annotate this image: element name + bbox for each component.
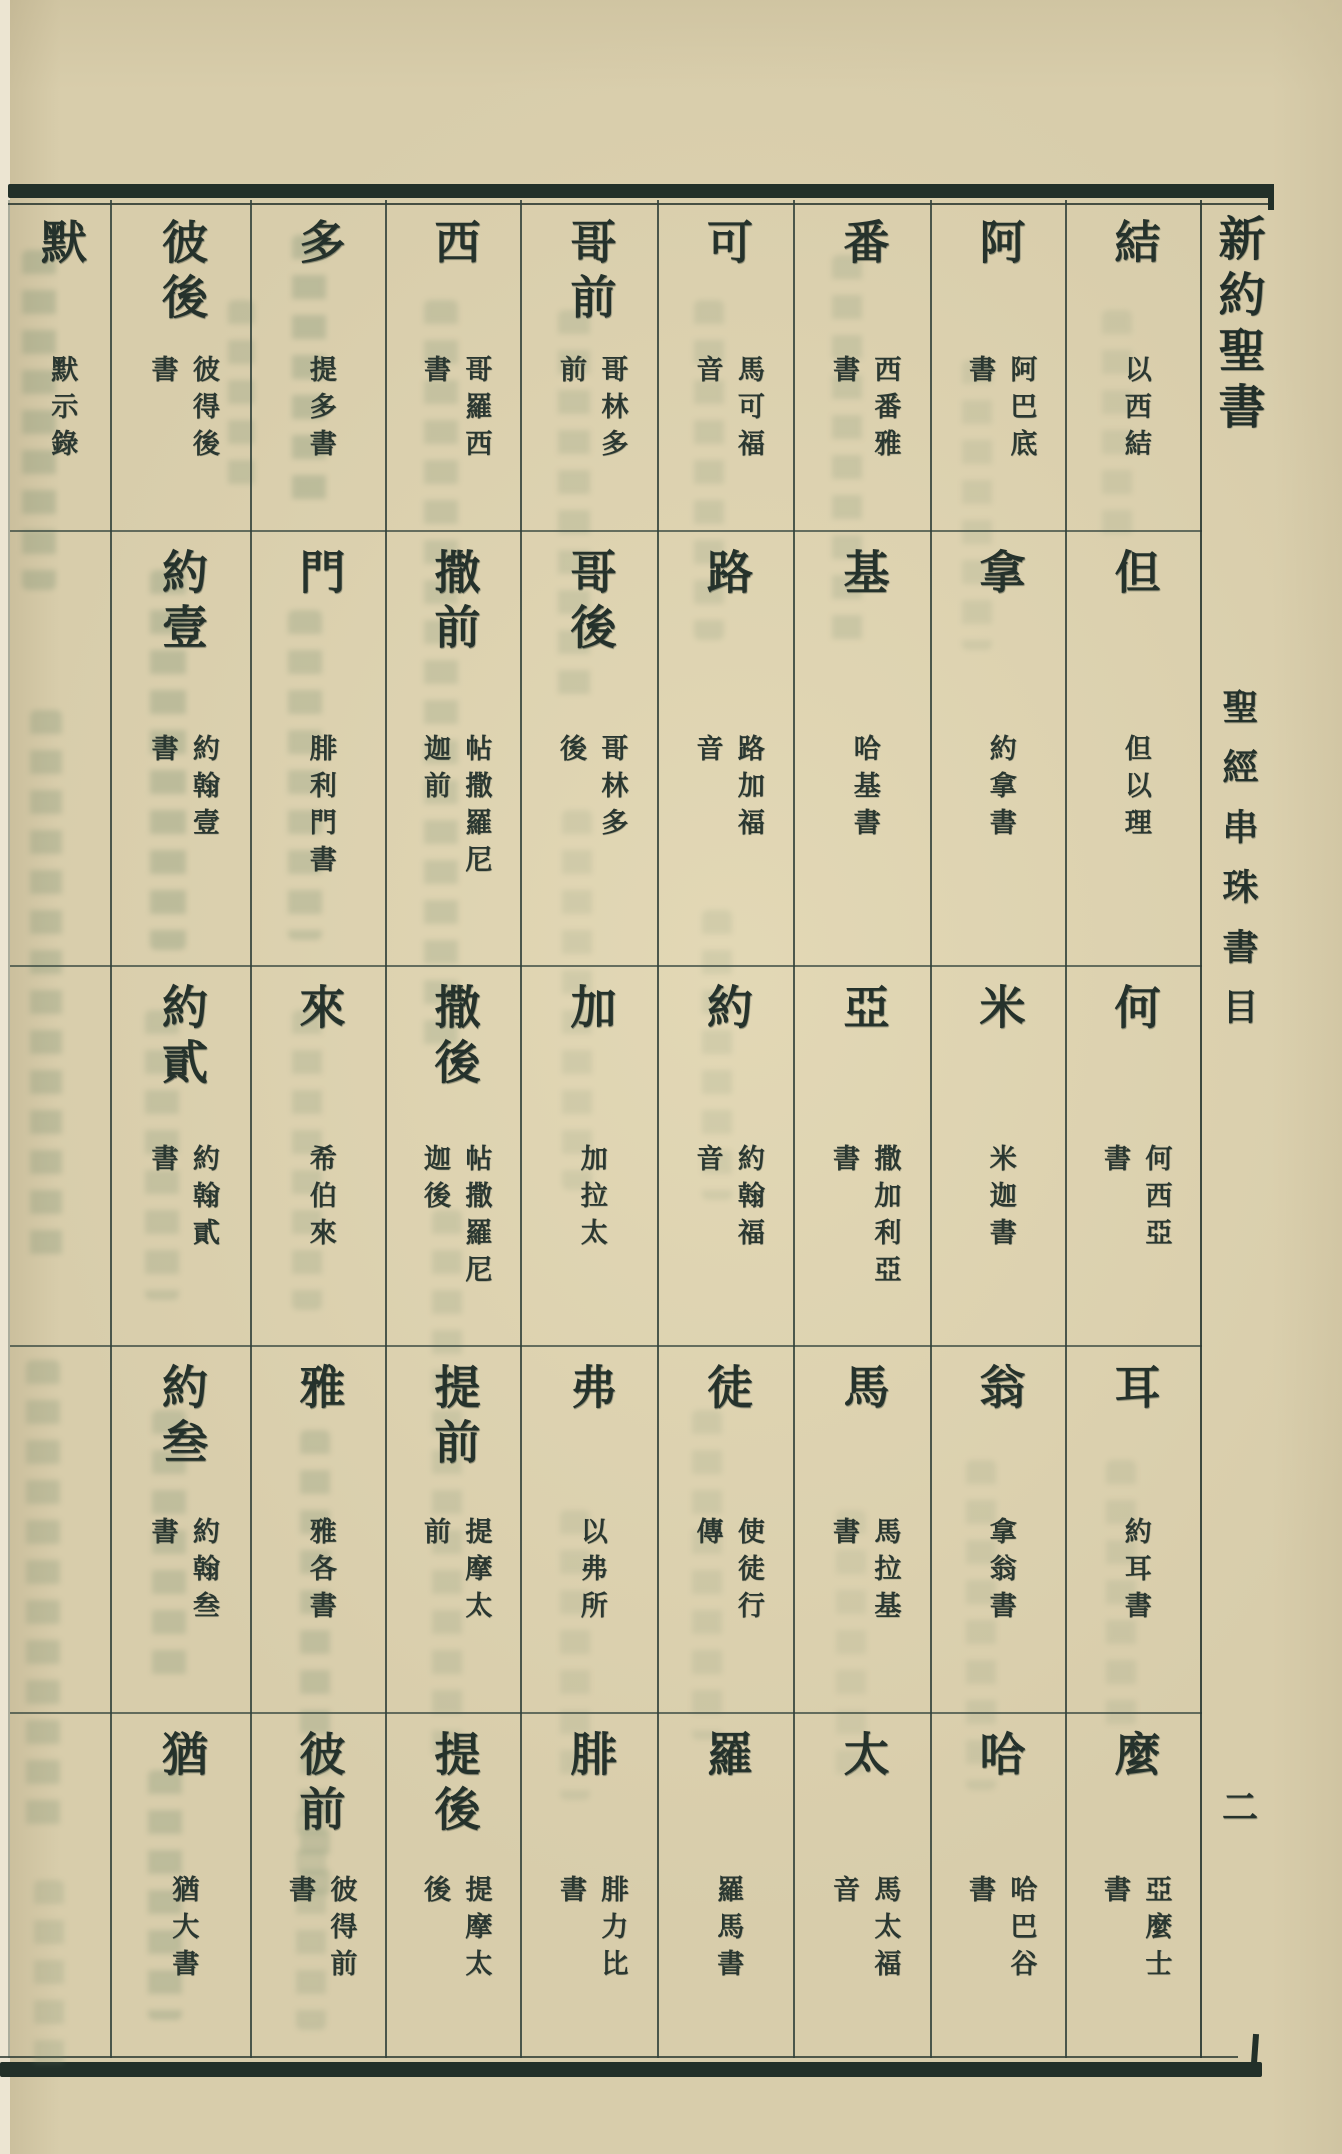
book-fullname-main: 加拉太	[575, 1143, 607, 1255]
book-fullname-main: 馬太福	[869, 1874, 901, 1986]
book-cell	[252, 965, 387, 1347]
book-fullname	[554, 734, 628, 845]
book-abbr: 猶	[155, 1730, 209, 1785]
table-column	[110, 200, 252, 2058]
book-cell	[112, 1345, 252, 1714]
book-fullname-main: 猶大書	[167, 1874, 199, 1986]
book-fullname-suffix: 書	[1099, 1143, 1130, 1181]
book-fullname	[418, 734, 492, 882]
table-column	[930, 200, 1067, 2058]
book-fullname-main: 米迦書	[984, 1143, 1016, 1255]
book-cell	[1067, 1345, 1202, 1714]
table-column	[657, 200, 795, 2058]
book-fullname-main: 約翰貳	[187, 1143, 219, 1255]
book-fullname-suffix: 後	[555, 734, 586, 772]
book-cell	[1067, 1712, 1202, 2058]
book-cell	[112, 530, 252, 967]
book-fullname	[303, 1517, 335, 1628]
book-fullname-suffix: 傳	[691, 1517, 723, 1555]
book-cell	[1067, 200, 1202, 532]
book-title: 新約聖書	[1210, 214, 1266, 438]
book-fullname-main: 馬可福	[732, 355, 764, 467]
book-fullname-suffix: 後	[419, 1874, 450, 1912]
book-cell	[932, 1712, 1067, 2058]
book-fullname	[145, 734, 219, 845]
book-fullname-main: 哥林多	[596, 734, 628, 846]
book-abbr: 約貳	[155, 983, 209, 1093]
book-cell	[795, 965, 932, 1347]
book-fullname-main: 腓利門書	[304, 734, 336, 883]
book-cell	[795, 1712, 932, 2058]
book-cell	[387, 1712, 522, 2058]
book-abbr: 路	[700, 548, 754, 603]
book-fullname	[983, 1144, 1015, 1255]
book-fullname-main: 羅馬書	[712, 1874, 744, 1986]
book-fullname-main: 以弗所	[575, 1517, 607, 1629]
book-cell	[252, 1345, 387, 1714]
book-abbr: 何	[1107, 983, 1162, 1038]
book-fullname	[554, 1875, 628, 1986]
book-fullname-main: 約翰福	[732, 1143, 764, 1255]
book-fullname-suffix: 書	[146, 355, 178, 393]
book-cell	[112, 965, 252, 1347]
book-cell	[252, 1712, 387, 2058]
book-fullname	[690, 734, 764, 845]
book-fullname	[1118, 734, 1150, 845]
book-fullname	[711, 1875, 743, 1986]
book-cell	[659, 200, 795, 532]
book-fullname-main: 帖撒羅尼	[460, 734, 492, 883]
book-abbr: 加	[563, 983, 618, 1038]
book-abbr: 翁	[972, 1363, 1027, 1418]
bottom-border-rule	[0, 2062, 1262, 2077]
book-fullname	[1098, 1875, 1172, 1986]
book-abbr: 彼前	[292, 1730, 347, 1840]
book-fullname-suffix: 書	[964, 1874, 995, 1912]
book-cell	[252, 530, 387, 967]
book-abbr: 提前	[427, 1363, 482, 1473]
book-cell	[112, 200, 252, 532]
book-fullname-suffix: 音	[691, 734, 723, 772]
book-abbr: 耳	[1107, 1363, 1162, 1418]
book-fullname	[1098, 1144, 1172, 1255]
book-fullname-main: 提摩太	[460, 1874, 492, 1986]
book-fullname-main: 提多書	[304, 355, 336, 467]
book-fullname-suffix: 書	[1099, 1874, 1130, 1912]
book-fullname	[574, 1144, 606, 1255]
book-cell	[387, 530, 522, 967]
book-fullname-main: 腓力比	[596, 1874, 628, 1986]
book-fullname-main: 以西結	[1119, 355, 1151, 467]
book-fullname	[303, 734, 335, 882]
book-abbr: 拿	[972, 548, 1027, 603]
book-abbr: 哈	[972, 1730, 1027, 1785]
book-fullname	[690, 1144, 764, 1255]
book-abbr: 提後	[427, 1730, 482, 1840]
book-abbr: 亞	[836, 983, 891, 1038]
book-cell	[252, 200, 387, 532]
table-column	[250, 200, 387, 2058]
book-fullname	[1118, 355, 1150, 466]
title-column	[1200, 200, 1274, 2058]
book-cell	[522, 965, 659, 1347]
book-abbr: 雅	[292, 1363, 347, 1418]
book-abbr: 但	[1107, 548, 1162, 603]
book-fullname-main: 拿翁書	[984, 1517, 1016, 1629]
book-cell	[10, 1345, 112, 1714]
book-abbr: 結	[1107, 218, 1162, 273]
book-fullname-main: 哈基書	[848, 734, 880, 846]
book-cell	[10, 965, 112, 1347]
book-cell	[387, 1345, 522, 1714]
book-fullname-main: 約拿書	[984, 734, 1016, 846]
book-abbr: 腓	[563, 1730, 618, 1785]
book-fullname	[145, 1144, 219, 1255]
book-fullname-suffix: 迦前	[419, 734, 450, 809]
book-abbr: 可	[700, 218, 754, 273]
book-cell	[522, 200, 659, 532]
book-abbr: 約叁	[155, 1363, 209, 1473]
book-fullname-main: 撒加利亞	[869, 1143, 901, 1292]
book-fullname-main: 何西亞	[1140, 1143, 1172, 1255]
book-fullname-main: 哥林多	[596, 355, 628, 467]
book-fullname-suffix: 前	[419, 1517, 450, 1555]
book-fullname	[303, 1144, 335, 1255]
book-cell	[795, 200, 932, 532]
book-fullname	[847, 734, 879, 845]
book-cell	[659, 1712, 795, 2058]
book-fullname-suffix: 書	[146, 734, 178, 772]
book-fullname	[418, 1875, 492, 1986]
book-fullname-main: 但以理	[1119, 734, 1151, 846]
book-abbr: 撒前	[427, 548, 482, 658]
book-fullname-main: 使徒行	[732, 1517, 764, 1629]
book-fullname-suffix: 前	[555, 355, 586, 393]
table-column	[520, 200, 659, 2058]
book-fullname-suffix: 書	[284, 1874, 315, 1912]
book-cell	[112, 1712, 252, 2058]
book-cell	[659, 1345, 795, 1714]
book-abbr: 彼後	[155, 218, 209, 328]
book-fullname	[45, 355, 77, 466]
book-fullname	[418, 1517, 492, 1628]
book-fullname-main: 西番雅	[869, 355, 901, 467]
book-abbr: 羅	[700, 1730, 754, 1785]
book-fullname	[554, 355, 628, 466]
book-fullname-suffix: 書	[555, 1874, 586, 1912]
book-fullname	[690, 1517, 764, 1628]
book-fullname-main: 希伯來	[304, 1143, 336, 1255]
book-abbr: 哥後	[563, 548, 618, 658]
book-fullname-main: 馬拉基	[869, 1517, 901, 1629]
book-abbr: 門	[292, 548, 347, 603]
book-fullname	[827, 1875, 901, 1986]
book-fullname-main: 默示錄	[46, 355, 78, 467]
book-cell	[659, 965, 795, 1347]
book-fullname-main: 約翰壹	[187, 734, 219, 846]
book-fullname-suffix: 音	[691, 355, 723, 393]
book-cell	[10, 530, 112, 967]
book-cell	[10, 1712, 112, 2058]
book-cell	[10, 200, 112, 532]
book-fullname-main: 哈巴谷	[1005, 1874, 1037, 1986]
book-fullname	[303, 355, 335, 466]
top-border-rule	[8, 184, 1272, 198]
book-cell	[522, 1712, 659, 2058]
book-fullname-main: 彼得前	[325, 1874, 357, 1986]
book-cell	[387, 200, 522, 532]
book-fullname-main: 提摩太	[460, 1517, 492, 1629]
book-abbr: 阿	[972, 218, 1027, 273]
book-abbr: 麼	[1107, 1730, 1162, 1785]
book-abbr: 默	[34, 218, 88, 273]
table-column	[1065, 200, 1202, 2058]
book-cell	[522, 530, 659, 967]
book-cell	[932, 965, 1067, 1347]
book-cell	[1067, 965, 1202, 1347]
book-fullname-suffix: 書	[828, 355, 859, 393]
table-column	[8, 200, 112, 2058]
book-fullname	[283, 1875, 357, 1986]
book-abbr: 來	[292, 983, 347, 1038]
book-fullname-suffix: 書	[828, 1143, 859, 1181]
book-abbr: 哥前	[563, 218, 618, 328]
book-cell	[659, 530, 795, 967]
book-fullname-main: 路加福	[732, 734, 764, 846]
book-abbr: 太	[836, 1730, 891, 1785]
book-abbr: 西	[427, 218, 482, 273]
book-fullname	[145, 1517, 219, 1628]
book-abbr: 約壹	[155, 548, 209, 658]
book-fullname-suffix: 書	[146, 1143, 178, 1181]
section-title: 聖經串珠書目	[1217, 688, 1259, 1048]
book-cell	[522, 1345, 659, 1714]
book-cell	[932, 200, 1067, 532]
table-column	[793, 200, 932, 2058]
book-abbr: 徒	[700, 1363, 754, 1418]
book-fullname	[690, 355, 764, 466]
book-abbr: 番	[836, 218, 891, 273]
book-fullname-main: 雅各書	[304, 1517, 336, 1629]
book-fullname	[418, 1144, 492, 1292]
book-abbr: 米	[972, 983, 1027, 1038]
book-fullname	[1118, 1517, 1150, 1628]
book-cell	[795, 530, 932, 967]
book-cell	[795, 1345, 932, 1714]
book-fullname-suffix: 音	[691, 1143, 723, 1181]
book-fullname	[574, 1517, 606, 1628]
book-fullname	[827, 355, 901, 466]
book-fullname	[963, 1875, 1037, 1986]
book-fullname-suffix: 迦後	[419, 1143, 450, 1218]
book-fullname	[963, 355, 1037, 466]
book-fullname-suffix: 書	[419, 355, 450, 393]
book-abbr: 約	[700, 983, 754, 1038]
book-fullname-main: 彼得後	[187, 355, 219, 467]
book-fullname	[983, 1517, 1015, 1628]
book-abbr: 基	[836, 548, 891, 603]
book-fullname	[983, 734, 1015, 845]
book-abbr: 多	[292, 218, 347, 273]
book-fullname-main: 哥羅西	[460, 355, 492, 467]
book-fullname	[827, 1517, 901, 1628]
book-cell	[387, 965, 522, 1347]
book-fullname-main: 約耳書	[1119, 1517, 1151, 1629]
book-fullname	[166, 1875, 198, 1986]
book-fullname-main: 阿巴底	[1005, 355, 1037, 467]
book-abbr: 弗	[563, 1363, 618, 1418]
book-fullname-suffix: 音	[828, 1874, 859, 1912]
book-fullname-suffix: 書	[146, 1517, 178, 1555]
page-number: 二	[1216, 1788, 1259, 1824]
book-fullname	[827, 1144, 901, 1292]
table-column	[385, 200, 522, 2058]
book-cell	[932, 530, 1067, 967]
book-fullname-main: 約翰叁	[187, 1517, 219, 1629]
book-fullname	[418, 355, 492, 466]
book-fullname-suffix: 書	[964, 355, 995, 393]
book-cell	[1067, 530, 1202, 967]
book-abbr: 撒後	[427, 983, 482, 1093]
book-fullname	[145, 355, 219, 466]
book-fullname-main: 帖撒羅尼	[460, 1143, 492, 1292]
book-abbr: 馬	[836, 1363, 891, 1418]
book-fullname-main: 亞麼士	[1140, 1874, 1172, 1986]
book-cell	[932, 1345, 1067, 1714]
book-fullname-suffix: 書	[828, 1517, 859, 1555]
